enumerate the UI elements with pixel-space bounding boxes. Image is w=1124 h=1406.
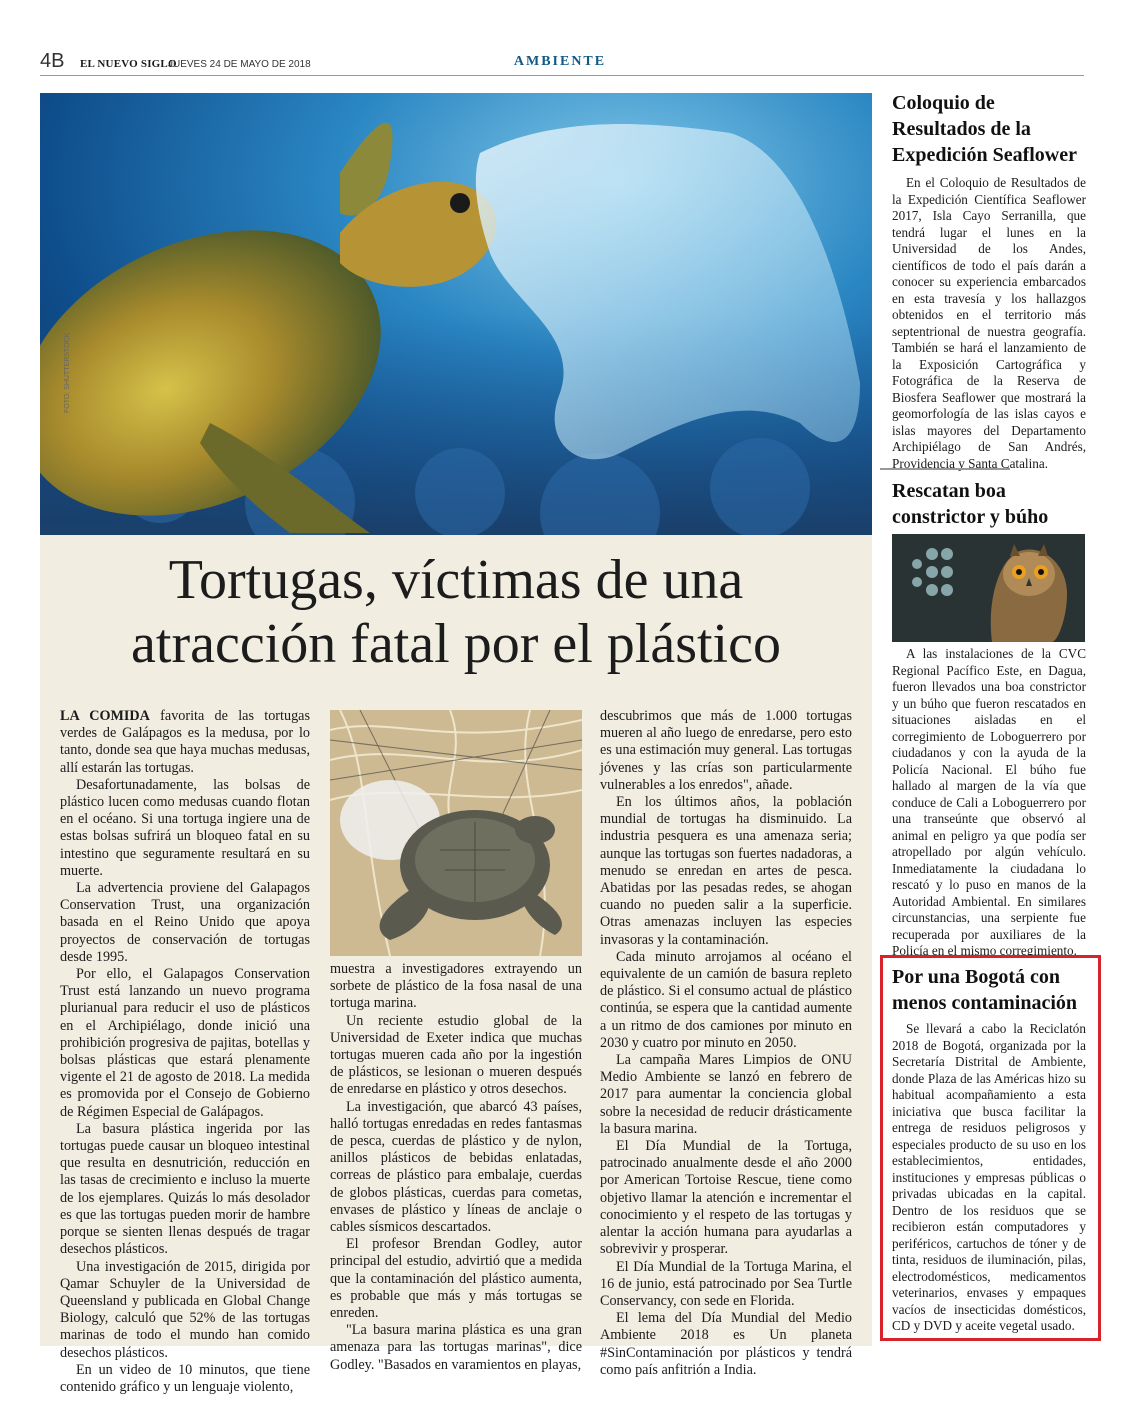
paragraph: En un video de 10 minutos, que tiene contenido gráfico y un lenguaje violento,	[60, 1361, 310, 1395]
paragraph: La advertencia proviene del Galapagos Conservation Trust, una organización basada en el Reino Unido que apoya proyectos de conservación de tortugas desde 1995.	[60, 880, 310, 965]
sidebar-item-2	[892, 478, 1092, 530]
sidebar-item-2-body-container	[892, 646, 1086, 960]
paragraph: El profesor Brendan Godley, autor principal del estudio, advirtió que a medida que la contaminación del plástico aumenta, es probable que más y más tortugas se enreden.	[330, 1236, 582, 1322]
paragraph: LA COMIDA favorita de las tortugas verdes de Galápagos es la medusa, por lo tanto, donde sea que haya muchas medusas, allí estarán las tortugas.	[60, 708, 310, 776]
sidebar-item-1-body: En el Coloquio de Resultados de la Expedición Científica Seaflower 2017, Isla Cayo Serranilla, que tendrá lugar el lunes en la Universidad de los Andes, científicos de todo el país darán a conocer su experiencia embarcados en esta travesía y los hallazgos obtenidos en el territorio más septentrional de nuestra geografía. También se hará el lanzamiento de la Exposición Cartográfica y Fotográfica de la Reserva de Biosfera Seaflower que mostrará la geomorfología de las islas cayos e islas mayores del Departamento Archipiélago de San Andrés, Providencia y Santa Catalina.	[892, 175, 1086, 471]
headline-line-1: Tortugas, víctimas de una	[168, 549, 744, 611]
sidebar-item-3	[892, 964, 1092, 1016]
sidebar-item-1-body-container	[892, 175, 1086, 472]
article-column-2	[330, 961, 582, 1374]
paragraph: Un reciente estudio global de la Universidad de Exeter indica que muchas tortugas mueren cada año por la ingestión de plásticos, se lesionan o mueren después de enredarse en plástico y otros desechos.	[330, 1012, 582, 1098]
article-headline	[40, 548, 872, 676]
hero-photo-turtle-plastic	[40, 93, 872, 535]
sidebar-item-2-title: Rescatan boa constrictor y búho	[892, 480, 1049, 528]
turtle-net-illustration	[330, 710, 582, 956]
article-column-3	[600, 708, 852, 1379]
paragraph: muestra a investigadores extrayendo un sorbete de plástico de la fosa nasal de una tortuga marina.	[330, 961, 582, 1012]
sidebar-item-1-title: Coloquio de Resultados de la Expedición Seaflower	[892, 92, 1077, 166]
sidebar-divider	[880, 468, 1010, 470]
paragraph: La campaña Mares Limpios de ONU Medio Ambiente se lanzó en febrero de 2017 para aumentar la conciencia global sobre la necesidad de reducir drásticamente la basura marina.	[600, 1052, 852, 1137]
owl-illustration	[892, 534, 1085, 642]
paragraph: Por ello, el Galapagos Conservation Trust está lanzando un nuevo programa plurianual para reducir el uso de plásticos en el Archipiélago, donde inició una prohibición progresiva de pajitas, botellas y bolsas plásticas que estará plenamente vigente el 21 de agosto de 2018. La medida es promovida por el Consejo de Gobierno de Régimen Especial de Galápagos.	[60, 966, 310, 1120]
section-title: AMBIENTE	[513, 54, 607, 69]
owl-photo	[892, 534, 1085, 642]
paragraph: El Día Mundial de la Tortuga Marina, el 16 de junio, está patrocinado por Sea Turtle Conservancy, con sede en Florida.	[600, 1258, 852, 1309]
paragraph: El lema del Día Mundial del Medio Ambiente 2018 es Un planeta #SinContaminación por plásticos y tendrá como país anfitrión a India.	[600, 1310, 852, 1378]
sidebar-item-2-body: A las instalaciones de la CVC Regional Pacífico Este, en Dagua, fueron llevados una boa constrictor y un búho que fueron rescatados en situaciones aisladas en el corregimiento de Loboguerrero por ciudadanos y con la ayuda de la Policía Nacional. El búho fue hallado al margen de la vía que conduce de Cali a Loboguerrero por una transeúnte que observó al animal en peligro ya que podía ser atropellado por algún vehículo. Inmediatamente la ciudadana lo rescató y lo puso en manos de la Autoridad Ambiental. En similares circunstancias, una serpiente fue recuperada por auxiliares de la Policía en el mismo corregimiento.	[892, 646, 1086, 958]
paragraph: descubrimos que más de 1.000 tortugas mueren al año luego de enredarse, pero esto es una estimación muy general. Las tortugas jóvenes y las crías son particularmente vulnerables a los enredos", añade.	[600, 708, 852, 793]
headline-line-2: atracción fatal por el plástico	[131, 613, 781, 675]
article-column-1	[60, 708, 310, 1396]
turtle-in-nets-photo	[330, 710, 582, 956]
paragraph: Desafortunadamente, las bolsas de plástico lucen como medusas cuando flotan en el océano. Si una tortuga ingiere una de estas bolsas sufrirá un bloqueo fatal en su intestino que seguramente resultará en su muerte.	[60, 776, 310, 879]
issue-date: JUEVES 24 DE MAYO DE 2018	[168, 59, 311, 70]
turtle-illustration	[40, 93, 872, 535]
sidebar-item-3-title: Por una Bogotá con menos contaminación	[892, 966, 1077, 1014]
page-number: 4B	[40, 50, 65, 72]
paragraph: Cada minuto arrojamos al océano el equivalente de un camión de basura repleto de plástico. Si el consumo actual de plástico continúa, se espera que la cantidad aumente a un ritmo de dos camiones por minuto en 2030 y cuatro por minuto en 2050.	[600, 948, 852, 1051]
paragraph: "La basura marina plástica es una gran amenaza para las tortugas marinas", dice Godley. "Basados en varamientos en playas,	[330, 1322, 582, 1373]
paragraph: La investigación, que abarcó 43 países, halló tortugas enredadas en redes fantasmas de pesca, cuerdas de plástico y de nylon, anillos plásticos de bebidas enlatadas, correas de plástico para embalaje, cuerdas de globos plásticas, cuerdas para cometas, envases de plástico y líneas de anclaje o cables sísmicos descartados.	[330, 1098, 582, 1236]
header-divider	[40, 75, 1084, 76]
paragraph: El Día Mundial de la Tortuga, patrocinado anualmente desde el año 2000 por American Tortoise Rescue, tiene como objetivo llamar la atención e incrementar el conocimiento y el respeto de las tortugas y alentar la acción humana para ayudarlas a sobrevivir y prosperar.	[600, 1138, 852, 1258]
paragraph: En los últimos años, la población mundial de tortugas ha disminuido. La industria pesquera es una amenaza seria; aunque las tortugas son fuertes nadadoras, a menudo se enredan en artes de pesca. Abatidas por las pesadas redes, se ahogan cuando no pueden salir a la superficie. Otras amenazas incluyen las especies invasoras y la contaminación.	[600, 794, 852, 948]
sidebar-item-3-body: Se llevará a cabo la Reciclatón 2018 de Bogotá, organizada por la Secretaría Distrital de Ambiente, donde Plaza de las Américas hizo su habitual acompañamiento a esta iniciativa que busca facilitar la entrega de residuos peligrosos y especiales producto de su uso en los establecimientos, entidades, instituciones y empresas públicas o privadas ubicadas en la capital. Dentro de los residuos que se recibieron están computadores y periféricos, cartuchos de tóner y de tinta, residuos de iluminación, pilas, electrodomésticos, medicamentos veterinarios, envases y empaques vacíos de insecticidas domésticos, CD y DVD y aceite vegetal usado.	[892, 1021, 1086, 1333]
newspaper-name: EL NUEVO SIGLO	[80, 58, 177, 70]
lead-word: LA COMIDA	[60, 708, 150, 724]
sidebar-item-1	[892, 90, 1092, 168]
paragraph: Una investigación de 2015, dirigida por Qamar Schuyler de la Universidad de Queensland y publicada en Global Change Biology, calculó que 52% de las tortugas marinas de todo el mundo han comido desechos plásticos.	[60, 1258, 310, 1361]
photo-credit: FOTO: SHUTTERSTOCK	[64, 332, 71, 413]
paragraph: La basura plástica ingerida por las tortugas puede causar un bloqueo intestinal que resulta en desnutrición, reducción en las tasas de crecimiento e incluso la muerte de los ejemplares. Quizás lo más desolador es que las tortugas pueden morir de hambre porque se sienten llenas después de tragar desechos plásticos.	[60, 1120, 310, 1258]
sidebar-item-3-body-container	[892, 1021, 1086, 1335]
